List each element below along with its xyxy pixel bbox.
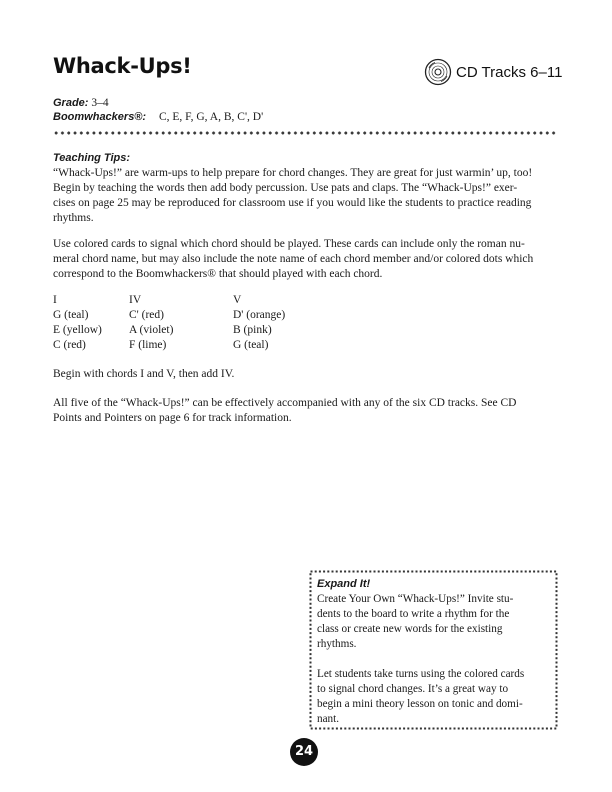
paragraph-line: Begin by teaching the words then add body percussion. Use pats and claps. The “Whack-Ups!” exer- <box>53 182 518 194</box>
paragraph-line: Let students take turns using the colored cards <box>317 668 525 680</box>
paragraph-line: Points and Pointers on page 6 for track information. <box>53 412 292 424</box>
paragraph-line: rhythms. <box>53 212 94 224</box>
page-number: 24 <box>290 738 318 766</box>
chord-note: F (lime) <box>129 339 167 351</box>
boomwhackers-label: Boomwhackers®: <box>53 111 147 123</box>
chord-numeral: IV <box>129 294 142 306</box>
paragraph-line: class or create new words for the existing <box>317 623 503 635</box>
paragraph-line: rhythms. <box>317 638 357 650</box>
paragraph-line: Use colored cards to signal which chord should be played. These cards can include only the roman nu- <box>53 238 525 250</box>
chord-column-v <box>233 293 285 353</box>
paragraph-line: All five of the “Whack-Ups!” can be effectively accompanied with any of the six CD tracks. See CD <box>53 397 517 409</box>
chord-note: B (pink) <box>233 324 272 336</box>
paragraph-line: to signal chord changes. It’s a great way to <box>317 683 509 695</box>
chord-column-i <box>53 293 102 353</box>
teaching-tips-paragraph-3 <box>53 367 558 382</box>
teaching-tips-heading: Teaching Tips: <box>53 152 131 164</box>
dotted-divider <box>53 129 558 137</box>
page-title: Whack-Ups! <box>53 54 192 78</box>
chord-note: E (yellow) <box>53 324 102 336</box>
paragraph-line: Create Your Own “Whack-Ups!” Invite stu- <box>317 593 514 605</box>
paragraph-line: meral chord name, but may also include the note name of each chord member and/or colored dots which <box>53 253 534 265</box>
chord-note: D' (orange) <box>233 309 286 321</box>
boomwhackers-value: C, E, F, G, A, B, C', D' <box>158 111 264 123</box>
grade-line <box>53 96 109 111</box>
paragraph-line: Begin with chords I and V, then add IV. <box>53 368 235 380</box>
chord-note: A (violet) <box>129 324 174 336</box>
cd-tracks-text: CD Tracks 6–11 <box>456 63 563 81</box>
expand-it-content <box>317 577 551 727</box>
chord-numeral: V <box>233 294 242 306</box>
chord-note: G (teal) <box>53 309 89 321</box>
paragraph-line: cises on page 25 may be reproduced for classroom use if you would like the students to practice reading <box>53 197 532 209</box>
chord-numeral: I <box>53 294 57 306</box>
cd-tracks-label <box>424 54 562 90</box>
chord-column-iv <box>129 293 173 353</box>
paragraph-line: begin a mini theory lesson on tonic and domi- <box>317 698 523 710</box>
paragraph-line: correspond to the Boomwhackers® that should played with each chord. <box>53 268 383 280</box>
paragraph-line: nant. <box>317 713 340 725</box>
grade-value: 3–4 <box>91 97 109 109</box>
teaching-tips-paragraph-2 <box>53 237 558 282</box>
teaching-tips-paragraph-4 <box>53 396 558 426</box>
cd-disc-icon <box>424 58 452 86</box>
chord-note: C' (red) <box>129 309 164 321</box>
expand-it-heading: Expand It! <box>317 578 371 590</box>
paragraph-line: “Whack-Ups!” are warm-ups to help prepare for chord changes. They are great for just warmin’ up, too! <box>53 167 533 179</box>
expand-it-box <box>309 570 558 730</box>
boomwhackers-line <box>53 110 263 125</box>
paragraph-line: dents to the board to write a rhythm for the <box>317 608 510 620</box>
chord-note: C (red) <box>53 339 86 351</box>
grade-label: Grade: <box>53 97 89 109</box>
chord-note: G (teal) <box>233 339 269 351</box>
teaching-tips-paragraph-1 <box>53 166 558 226</box>
